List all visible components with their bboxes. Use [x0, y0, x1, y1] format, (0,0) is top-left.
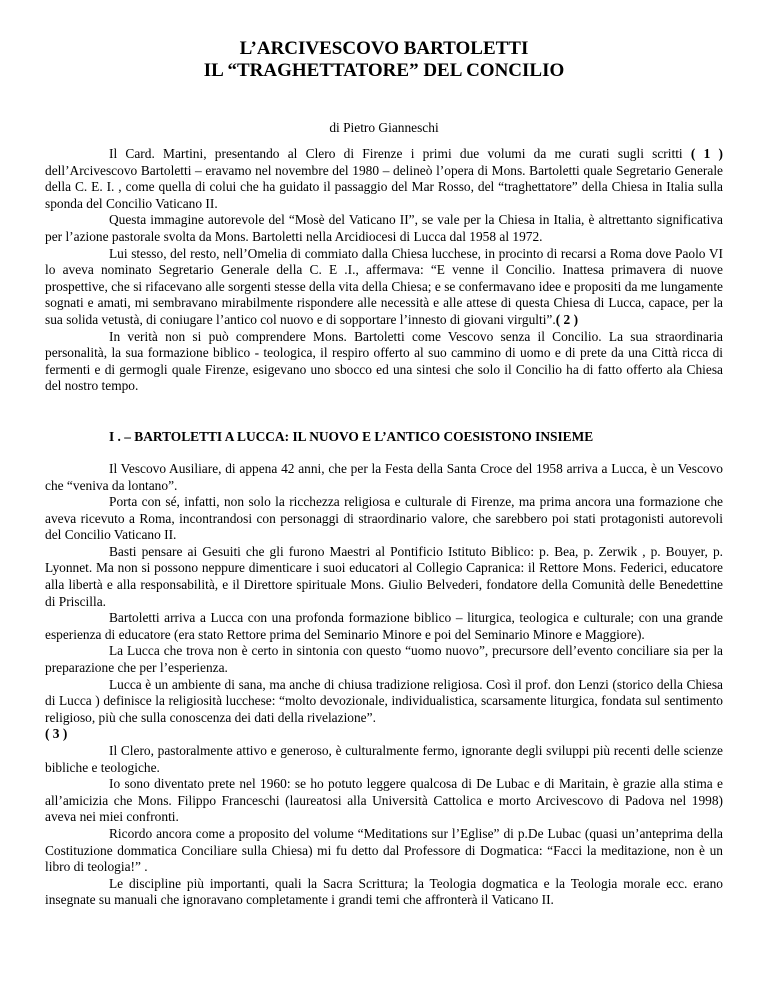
title-line-1: L’ARCIVESCOVO BARTOLETTI: [239, 38, 529, 59]
title-line-2: IL “TRAGHETTATORE” DEL CONCILIO: [203, 60, 565, 81]
document-title: [45, 38, 723, 82]
footnote-ref: ( 3 ): [45, 726, 68, 742]
paragraph: Porta con sé, infatti, non solo la ricchezza religiosa e culturale di Firenze, ma prima ancora una formazione che aveva ricevuto a Roma, incontrandosi con personaggi di straordinario valore, che sarebbero poi stati protagonisti autorevoli del Concilio Vaticano II.: [45, 494, 723, 543]
paragraph: Questa immagine autorevole del “Mosè del Vaticano II”, se vale per la Chiesa in Italia, è altrettanto significativa per l’azione pastorale svolta da Mons. Bartoletti nella Arcidiocesi di Lucca dal 1958 al 1972.: [45, 212, 723, 244]
paragraph: Lucca è un ambiente di sana, ma anche di chiusa tradizione religiosa. Così il prof. don Lenzi (storico della Chiesa di Lucca ) definisce la religiosità lucchese: “molto devozionale, individualistica, scarsamente liturgica, fondata sul sentimento religioso, più che sulla conoscenza dei dati della rivelazione”. ( 3 ): [45, 676, 723, 742]
paragraph: Il Clero, pastoralmente attivo e generoso, è culturalmente fermo, ignorante degli sviluppi più recenti delle scienze bibliche e teologiche.: [45, 743, 723, 775]
paragraph: Basti pensare ai Gesuiti che gli furono Maestri al Pontificio Istituto Biblico: p. Bea, p. Zerwik , p. Bouyer, p. Lyonnet. Ma non si possono neppure dimenticare i suoi educatori al Collegio Capranica: il Rettore Mons. Federici, educatore alla libertà e alla responsabilità, e il Direttore spirituale Mons. Giulio Belvederi, fondatore della Comunità delle Benedettine di Priscilla.: [45, 543, 723, 609]
paragraph: Ricordo ancora come a proposito del volume “Meditations sur l’Eglise” di p.De Lubac (quasi un’anteprima della Costituzione dommatica Conciliare sulla Chiesa) mi fu detto dal Professore di Dogmatica: “Facci la meditazione, non è un libro di teologia!” .: [45, 825, 723, 875]
section-heading: I . – BARTOLETTI A LUCCA: IL NUOVO E L’ANTICO COESISTONO INSIEME: [109, 428, 594, 444]
author-byline: di Pietro Gianneschi: [329, 120, 439, 135]
paragraph: Io sono diventato prete nel 1960: se ho potuto leggere qualcosa di De Lubac e di Maritain, è grazie alla stima e all’amicizia che Mons. Filippo Franceschi (laureatosi alla Università Cattolica e morto Arcivescovo di Padova nel 1998) aveva nei miei confronti.: [45, 776, 723, 825]
paragraph: Le discipline più importanti, quali la Sacra Scrittura; la Teologia dogmatica e la Teologia morale ecc. erano insegnate su manuali che ignoravano completamente i grandi temi che affronterà il Vaticano II.: [45, 875, 723, 908]
footnote-ref: ( 2 ): [555, 311, 579, 327]
paragraph: Il Card. Martini, presentando al Clero di Firenze i primi due volumi da me curati sugli scritti ( 1 ) dell’Arcivescovo Bartoletti – eravamo nel novembre del 1980 – delineò l’opera di Mons. Bartoletti quale Segretario Generale della C. E. I. , come quella di colui che ha guidato il passaggio del Mar Rosso, del “traghettatore” della Chiesa in Italia sulla sponda del Concilio Vaticano II.: [45, 146, 724, 211]
paragraph: Il Vescovo Ausiliare, di appena 42 anni, che per la Festa della Santa Croce del 1958 arriva a Lucca, è un Vescovo che “veniva da lontano”.: [45, 460, 723, 493]
paragraph: La Lucca che trova non è certo in sintonia con questo “uomo nuovo”, precursore dell’evento conciliare sia per la preparazione che per l’esperienza.: [45, 643, 723, 676]
paragraph: In verità non si può comprendere Mons. Bartoletti come Vescovo senza il Concilio. La sua straordinaria personalità, la sua formazione biblico - teologica, il respiro offerto al suo cammino di uomo e di prete da una Città ricca di fermenti e di germogli quale Firenze, esigevano uno sbocco ed una sintesi che solo il Concilio ha di fatto offerto ala Chiesa del nostro tempo.: [45, 328, 723, 394]
paragraph: Bartoletti arriva a Lucca con una profonda formazione biblico – liturgica, teologica e culturale; con una grande esperienza di educatore (era stato Rettore prima del Seminario Minore e poi del Seminario Minore e Maggiore).: [45, 610, 723, 642]
paragraph: Lui stesso, del resto, nell’Omelia di commiato dalla Chiesa lucchese, in procinto di recarsi a Roma dove Paolo VI lo aveva nominato Segretario Generale della C. E .I., affermava: “E venne il Concilio. Inattesa primavera di nuove prospettive, che si rifacevano alle sorgenti stesse della vita della Chiesa; e se confermavano idee e propositi da me lungamente sognati e amati, mi sembravano mirabilmente rispondere alle necessità e alle attese di questa Chiesa di Lucca, capace, per la sua solida vetustà, di coniugare l’antico col nuovo e di sopportare l’innesto di giovani virgulti”.( 2 ): [45, 245, 723, 327]
footnote-ref: ( 1 ): [690, 146, 724, 161]
